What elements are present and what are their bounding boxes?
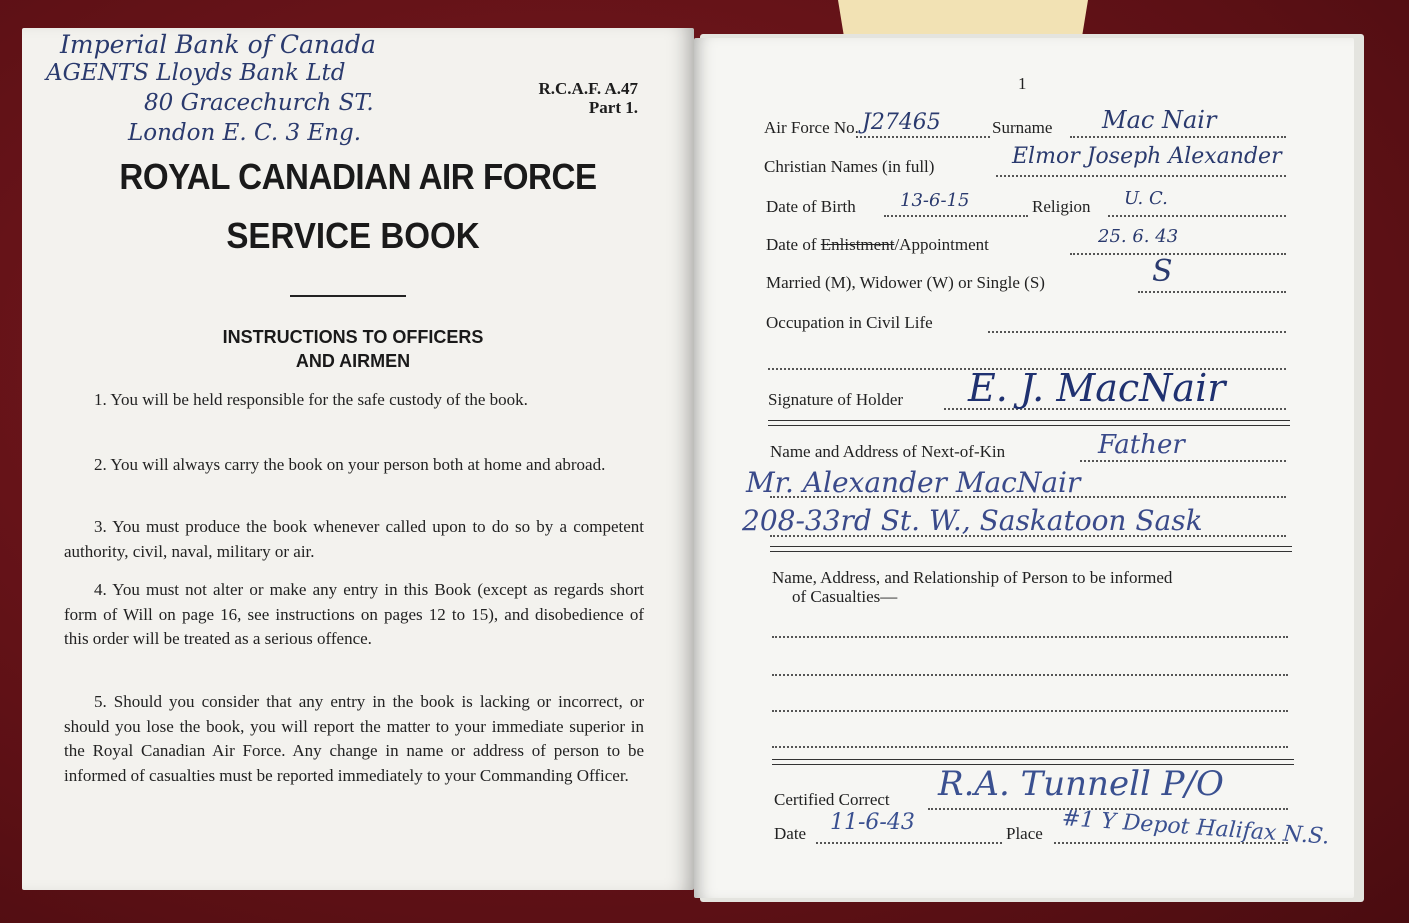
casualties-label-line-2: of Casualties— [792,587,898,606]
christian-names-dots [996,175,1286,177]
form-part: Part 1. [588,98,638,117]
casualties-rule-1 [772,759,1294,760]
marital-dots [1138,291,1286,293]
date-value: 11-6-43 [830,810,915,835]
handwritten-address-line-2: AGENTS Lloyds Bank Ltd [46,60,346,86]
casualties-dots-2 [772,674,1288,676]
casualties-label [772,568,1172,606]
occupation-label: Occupation in Civil Life [766,313,933,332]
instructions-heading [22,325,684,373]
casualties-dots-1 [772,636,1288,638]
place-label: Place [1006,824,1043,843]
casualties-dots-3 [772,710,1288,712]
religion-dots [1108,215,1286,217]
instruction-5: 5. Should you consider that any entry in the book is lacking or incorrect, or should you lose the book, you will report the matter to your immediate superior in the Royal Canadian Air Force. Any change in name or address of person to be informed of casualties must be reported immediately to your Commanding Officer. [64,692,644,785]
dob-value: 13-6-15 [900,190,970,211]
instruction-2: 2. You will always carry the book on your person both at home and abroad. [94,455,606,474]
place-value: #1 Y Depot Halifax N.S. [1061,806,1331,850]
appointment-value: 25. 6. 43 [1098,226,1179,247]
signature-rule-1 [768,420,1290,421]
appointment-label [766,235,989,255]
kin-rule-1 [770,546,1292,547]
religion-value: U. C. [1124,188,1168,209]
next-of-kin-dots [1080,460,1286,462]
form-code: R.C.A.F. A.47 [538,79,638,98]
holder-signature: E. J. MacNair [968,366,1226,410]
casualties-dots-4 [772,746,1288,748]
handwritten-address-line-1: Imperial Bank of Canada [60,30,376,59]
signature-label: Signature of Holder [768,390,904,409]
instruction-3: 3. You must produce the book whenever called upon to do so by a competent authority, civil, naval, military or air. [64,517,644,561]
instruction-4: 4. You must not alter or make any entry in this Book (except as regards short form of Will on page 16, see instructions on pages 12 to 15), and disobedience of this order will be treated as a serious offence. [64,580,644,648]
dob-label: Date of Birth [766,197,856,216]
date-of-label: Date of [766,235,821,254]
next-of-kin-address: 208-33rd St. W., Saskatoon Sask [742,504,1203,537]
air-force-no-label: Air Force No. [764,118,859,137]
surname-label: Surname [992,118,1053,137]
next-of-kin-name: Mr. Alexander MacNair [746,466,1081,499]
religion-label: Religion [1032,197,1091,216]
marital-value: S [1152,254,1173,289]
page-number: 1 [1018,74,1027,93]
certifying-officer-signature: R.A. Tunnell P/O [938,764,1224,804]
surname-value: Mac Nair [1102,106,1217,134]
appointment-dots [1070,253,1286,255]
dob-dots [884,215,1028,217]
certified-label: Certified Correct [774,790,890,809]
appointment-word-label: /Appointment [894,235,989,254]
next-of-kin-label: Name and Address of Next-of-Kin [770,442,1006,461]
next-of-kin-relation: Father [1098,430,1185,460]
instructions-heading-line-1: INSTRUCTIONS TO OFFICERS [222,327,484,347]
date-label: Date [774,824,807,843]
title-divider [290,295,406,297]
date-dots [816,842,1002,844]
instruction-1: 1. You will be held responsible for the safe custody of the book. [94,390,528,409]
title-line-1: ROYAL CANADIAN AIR FORCE [119,156,597,197]
handwritten-address-line-3: 80 Gracechurch ST. [144,90,374,116]
marital-status-label: Married (M), Widower (W) or Single (S) [766,273,1045,292]
form-reference [478,79,638,117]
casualties-label-line-1: Name, Address, and Relationship of Person to be informed [772,568,1173,587]
enlistment-struck-label: Enlistment [820,235,895,254]
christian-names-value: Elmor Joseph Alexander [1012,144,1282,169]
title-line-2: SERVICE BOOK [226,215,480,256]
signature-rule-2 [768,425,1290,426]
air-force-no-value: J27465 [862,110,941,135]
instructions-heading-line-2: AND AIRMEN [295,351,411,371]
handwritten-address-line-4: London E. C. 3 Eng. [128,120,362,146]
surname-dots [1070,136,1286,138]
occupation-dots [988,331,1286,333]
christian-names-label: Christian Names (in full) [764,157,935,176]
air-force-no-dots [856,136,990,138]
kin-rule-2 [770,551,1292,552]
